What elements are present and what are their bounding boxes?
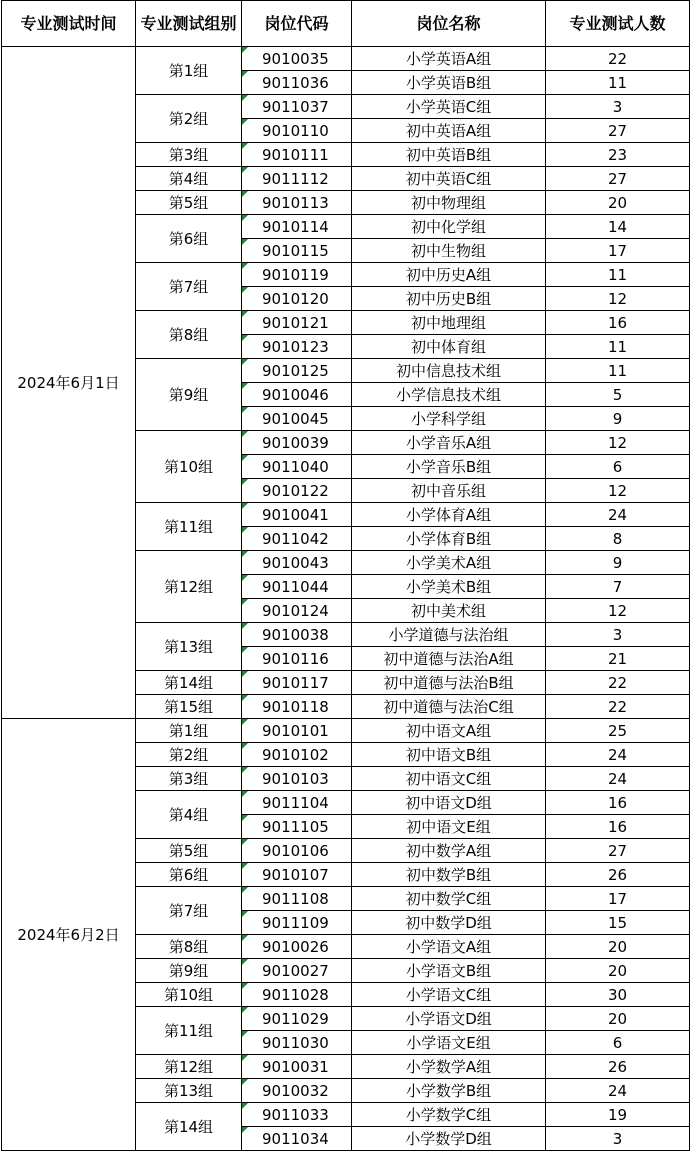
test-group-cell: 第5组 xyxy=(136,839,242,863)
test-group-cell: 第8组 xyxy=(136,311,242,359)
test-count-cell: 24 xyxy=(546,503,690,527)
test-group-cell: 第13组 xyxy=(136,1079,242,1103)
position-name-cell: 初中生物组 xyxy=(352,239,546,263)
test-count-cell: 22 xyxy=(546,671,690,695)
test-count-cell: 11 xyxy=(546,263,690,287)
test-group-cell: 第15组 xyxy=(136,695,242,719)
position-name-cell: 小学语文E组 xyxy=(352,1031,546,1055)
position-code-cell: 9011109 xyxy=(242,911,352,935)
position-name-cell: 小学音乐A组 xyxy=(352,431,546,455)
test-count-cell: 3 xyxy=(546,95,690,119)
position-code-cell: 9010121 xyxy=(242,311,352,335)
test-count-cell: 24 xyxy=(546,743,690,767)
position-name-cell: 初中语文A组 xyxy=(352,719,546,743)
test-count-cell: 17 xyxy=(546,239,690,263)
position-code-cell: 9010119 xyxy=(242,263,352,287)
position-code-cell: 9011042 xyxy=(242,527,352,551)
test-count-cell: 27 xyxy=(546,167,690,191)
position-name-cell: 小学美术B组 xyxy=(352,575,546,599)
position-code-cell: 9010110 xyxy=(242,119,352,143)
position-name-cell: 小学数学D组 xyxy=(352,1127,546,1151)
position-name-cell: 初中语文C组 xyxy=(352,767,546,791)
position-code-cell: 9010114 xyxy=(242,215,352,239)
test-count-cell: 9 xyxy=(546,407,690,431)
test-count-cell: 15 xyxy=(546,911,690,935)
test-count-cell: 27 xyxy=(546,119,690,143)
test-count-cell: 27 xyxy=(546,839,690,863)
test-count-cell: 23 xyxy=(546,143,690,167)
position-name-cell: 小学语文C组 xyxy=(352,983,546,1007)
position-code-cell: 9011108 xyxy=(242,887,352,911)
test-count-cell: 16 xyxy=(546,815,690,839)
position-name-cell: 初中英语B组 xyxy=(352,143,546,167)
position-code-cell: 9011033 xyxy=(242,1103,352,1127)
test-count-cell: 14 xyxy=(546,215,690,239)
test-count-cell: 19 xyxy=(546,1103,690,1127)
test-count-cell: 26 xyxy=(546,863,690,887)
test-group-cell: 第7组 xyxy=(136,263,242,311)
test-count-cell: 21 xyxy=(546,647,690,671)
position-code-cell: 9010046 xyxy=(242,383,352,407)
position-code-cell: 9011040 xyxy=(242,455,352,479)
test-group-cell: 第2组 xyxy=(136,743,242,767)
position-name-cell: 初中语文B组 xyxy=(352,743,546,767)
position-code-cell: 9010038 xyxy=(242,623,352,647)
position-name-cell: 初中数学C组 xyxy=(352,887,546,911)
position-code-cell: 9010107 xyxy=(242,863,352,887)
test-count-cell: 8 xyxy=(546,527,690,551)
position-code-cell: 9010115 xyxy=(242,239,352,263)
test-group-cell: 第3组 xyxy=(136,767,242,791)
test-count-cell: 17 xyxy=(546,887,690,911)
position-code-cell: 9010124 xyxy=(242,599,352,623)
position-code-cell: 9010031 xyxy=(242,1055,352,1079)
position-code-cell: 9011105 xyxy=(242,815,352,839)
position-code-cell: 9010120 xyxy=(242,287,352,311)
position-code-cell: 9010027 xyxy=(242,959,352,983)
test-group-cell: 第14组 xyxy=(136,1103,242,1151)
test-count-cell: 11 xyxy=(546,359,690,383)
test-group-cell: 第7组 xyxy=(136,887,242,935)
position-name-cell: 初中英语A组 xyxy=(352,119,546,143)
position-name-cell: 小学信息技术组 xyxy=(352,383,546,407)
position-code-cell: 9010102 xyxy=(242,743,352,767)
position-code-cell: 9011036 xyxy=(242,71,352,95)
position-name-cell: 小学科学组 xyxy=(352,407,546,431)
position-name-cell: 初中道德与法治C组 xyxy=(352,695,546,719)
test-group-cell: 第13组 xyxy=(136,623,242,671)
position-code-cell: 9010043 xyxy=(242,551,352,575)
position-name-cell: 初中历史B组 xyxy=(352,287,546,311)
position-code-cell: 9010106 xyxy=(242,839,352,863)
test-count-cell: 22 xyxy=(546,695,690,719)
test-group-cell: 第11组 xyxy=(136,1007,242,1055)
position-name-cell: 小学语文A组 xyxy=(352,935,546,959)
position-name-cell: 初中数学D组 xyxy=(352,911,546,935)
position-code-cell: 9010039 xyxy=(242,431,352,455)
position-name-cell: 小学美术A组 xyxy=(352,551,546,575)
test-count-cell: 12 xyxy=(546,599,690,623)
header-position-code: 岗位代码 xyxy=(242,1,352,47)
test-count-cell: 7 xyxy=(546,575,690,599)
table-header xyxy=(2,1,690,47)
position-name-cell: 初中音乐组 xyxy=(352,479,546,503)
position-code-cell: 9010026 xyxy=(242,935,352,959)
position-name-cell: 初中历史A组 xyxy=(352,263,546,287)
position-name-cell: 小学数学C组 xyxy=(352,1103,546,1127)
test-count-cell: 3 xyxy=(546,1127,690,1151)
position-name-cell: 初中美术组 xyxy=(352,599,546,623)
table-row xyxy=(2,47,690,71)
test-group-cell: 第12组 xyxy=(136,1055,242,1079)
position-code-cell: 9011044 xyxy=(242,575,352,599)
position-code-cell: 9010111 xyxy=(242,143,352,167)
table-body xyxy=(2,47,690,1151)
position-name-cell: 初中数学B组 xyxy=(352,863,546,887)
test-group-cell: 第10组 xyxy=(136,431,242,503)
position-code-cell: 9010103 xyxy=(242,767,352,791)
position-code-cell: 9011030 xyxy=(242,1031,352,1055)
position-name-cell: 小学数学B组 xyxy=(352,1079,546,1103)
test-date-cell: 2024年6月1日 xyxy=(2,47,136,719)
test-count-cell: 25 xyxy=(546,719,690,743)
position-name-cell: 小学语文D组 xyxy=(352,1007,546,1031)
position-name-cell: 初中道德与法治A组 xyxy=(352,647,546,671)
test-group-cell: 第9组 xyxy=(136,359,242,431)
exam-schedule-table xyxy=(1,0,690,1151)
test-count-cell: 24 xyxy=(546,767,690,791)
position-code-cell: 9010113 xyxy=(242,191,352,215)
test-count-cell: 11 xyxy=(546,71,690,95)
test-group-cell: 第2组 xyxy=(136,95,242,143)
position-name-cell: 小学体育A组 xyxy=(352,503,546,527)
test-count-cell: 12 xyxy=(546,287,690,311)
test-count-cell: 6 xyxy=(546,1031,690,1055)
test-group-cell: 第4组 xyxy=(136,791,242,839)
test-count-cell: 20 xyxy=(546,959,690,983)
test-count-cell: 9 xyxy=(546,551,690,575)
header-test-count: 专业测试人数 xyxy=(546,1,690,47)
test-group-cell: 第1组 xyxy=(136,47,242,95)
test-group-cell: 第8组 xyxy=(136,935,242,959)
test-count-cell: 11 xyxy=(546,335,690,359)
test-count-cell: 24 xyxy=(546,1079,690,1103)
position-name-cell: 小学数学A组 xyxy=(352,1055,546,1079)
test-group-cell: 第14组 xyxy=(136,671,242,695)
position-code-cell: 9011034 xyxy=(242,1127,352,1151)
test-date-cell: 2024年6月2日 xyxy=(2,719,136,1151)
position-name-cell: 初中化学组 xyxy=(352,215,546,239)
position-code-cell: 9011029 xyxy=(242,1007,352,1031)
position-code-cell: 9011028 xyxy=(242,983,352,1007)
position-name-cell: 初中语文E组 xyxy=(352,815,546,839)
test-group-cell: 第10组 xyxy=(136,983,242,1007)
test-count-cell: 20 xyxy=(546,1007,690,1031)
position-name-cell: 小学道德与法治组 xyxy=(352,623,546,647)
position-code-cell: 9010117 xyxy=(242,671,352,695)
position-code-cell: 9010116 xyxy=(242,647,352,671)
position-name-cell: 小学语文B组 xyxy=(352,959,546,983)
position-name-cell: 初中道德与法治B组 xyxy=(352,671,546,695)
position-code-cell: 9010035 xyxy=(242,47,352,71)
position-code-cell: 9010045 xyxy=(242,407,352,431)
position-name-cell: 初中地理组 xyxy=(352,311,546,335)
test-group-cell: 第9组 xyxy=(136,959,242,983)
test-count-cell: 20 xyxy=(546,935,690,959)
test-group-cell: 第11组 xyxy=(136,503,242,551)
position-name-cell: 初中数学A组 xyxy=(352,839,546,863)
position-code-cell: 9010123 xyxy=(242,335,352,359)
position-name-cell: 小学体育B组 xyxy=(352,527,546,551)
test-count-cell: 30 xyxy=(546,983,690,1007)
test-count-cell: 26 xyxy=(546,1055,690,1079)
test-count-cell: 12 xyxy=(546,431,690,455)
position-code-cell: 9010041 xyxy=(242,503,352,527)
position-name-cell: 初中信息技术组 xyxy=(352,359,546,383)
test-count-cell: 16 xyxy=(546,311,690,335)
position-code-cell: 9010032 xyxy=(242,1079,352,1103)
position-code-cell: 9010101 xyxy=(242,719,352,743)
position-name-cell: 初中体育组 xyxy=(352,335,546,359)
position-code-cell: 9010125 xyxy=(242,359,352,383)
test-count-cell: 12 xyxy=(546,479,690,503)
table-row xyxy=(2,719,690,743)
header-row xyxy=(2,1,690,47)
test-group-cell: 第3组 xyxy=(136,143,242,167)
position-name-cell: 初中语文D组 xyxy=(352,791,546,815)
test-group-cell: 第5组 xyxy=(136,191,242,215)
position-name-cell: 初中物理组 xyxy=(352,191,546,215)
position-name-cell: 小学英语B组 xyxy=(352,71,546,95)
header-test-group: 专业测试组别 xyxy=(136,1,242,47)
test-group-cell: 第6组 xyxy=(136,863,242,887)
test-group-cell: 第4组 xyxy=(136,167,242,191)
position-code-cell: 9010122 xyxy=(242,479,352,503)
position-name-cell: 小学音乐B组 xyxy=(352,455,546,479)
position-code-cell: 9010118 xyxy=(242,695,352,719)
test-count-cell: 16 xyxy=(546,791,690,815)
test-count-cell: 3 xyxy=(546,623,690,647)
header-position-name: 岗位名称 xyxy=(352,1,546,47)
test-count-cell: 5 xyxy=(546,383,690,407)
position-name-cell: 初中英语C组 xyxy=(352,167,546,191)
header-test-time: 专业测试时间 xyxy=(2,1,136,47)
position-code-cell: 9011037 xyxy=(242,95,352,119)
test-count-cell: 22 xyxy=(546,47,690,71)
position-code-cell: 9011112 xyxy=(242,167,352,191)
test-group-cell: 第12组 xyxy=(136,551,242,623)
position-name-cell: 小学英语C组 xyxy=(352,95,546,119)
test-count-cell: 20 xyxy=(546,191,690,215)
position-name-cell: 小学英语A组 xyxy=(352,47,546,71)
test-group-cell: 第6组 xyxy=(136,215,242,263)
position-code-cell: 9011104 xyxy=(242,791,352,815)
test-group-cell: 第1组 xyxy=(136,719,242,743)
test-count-cell: 6 xyxy=(546,455,690,479)
